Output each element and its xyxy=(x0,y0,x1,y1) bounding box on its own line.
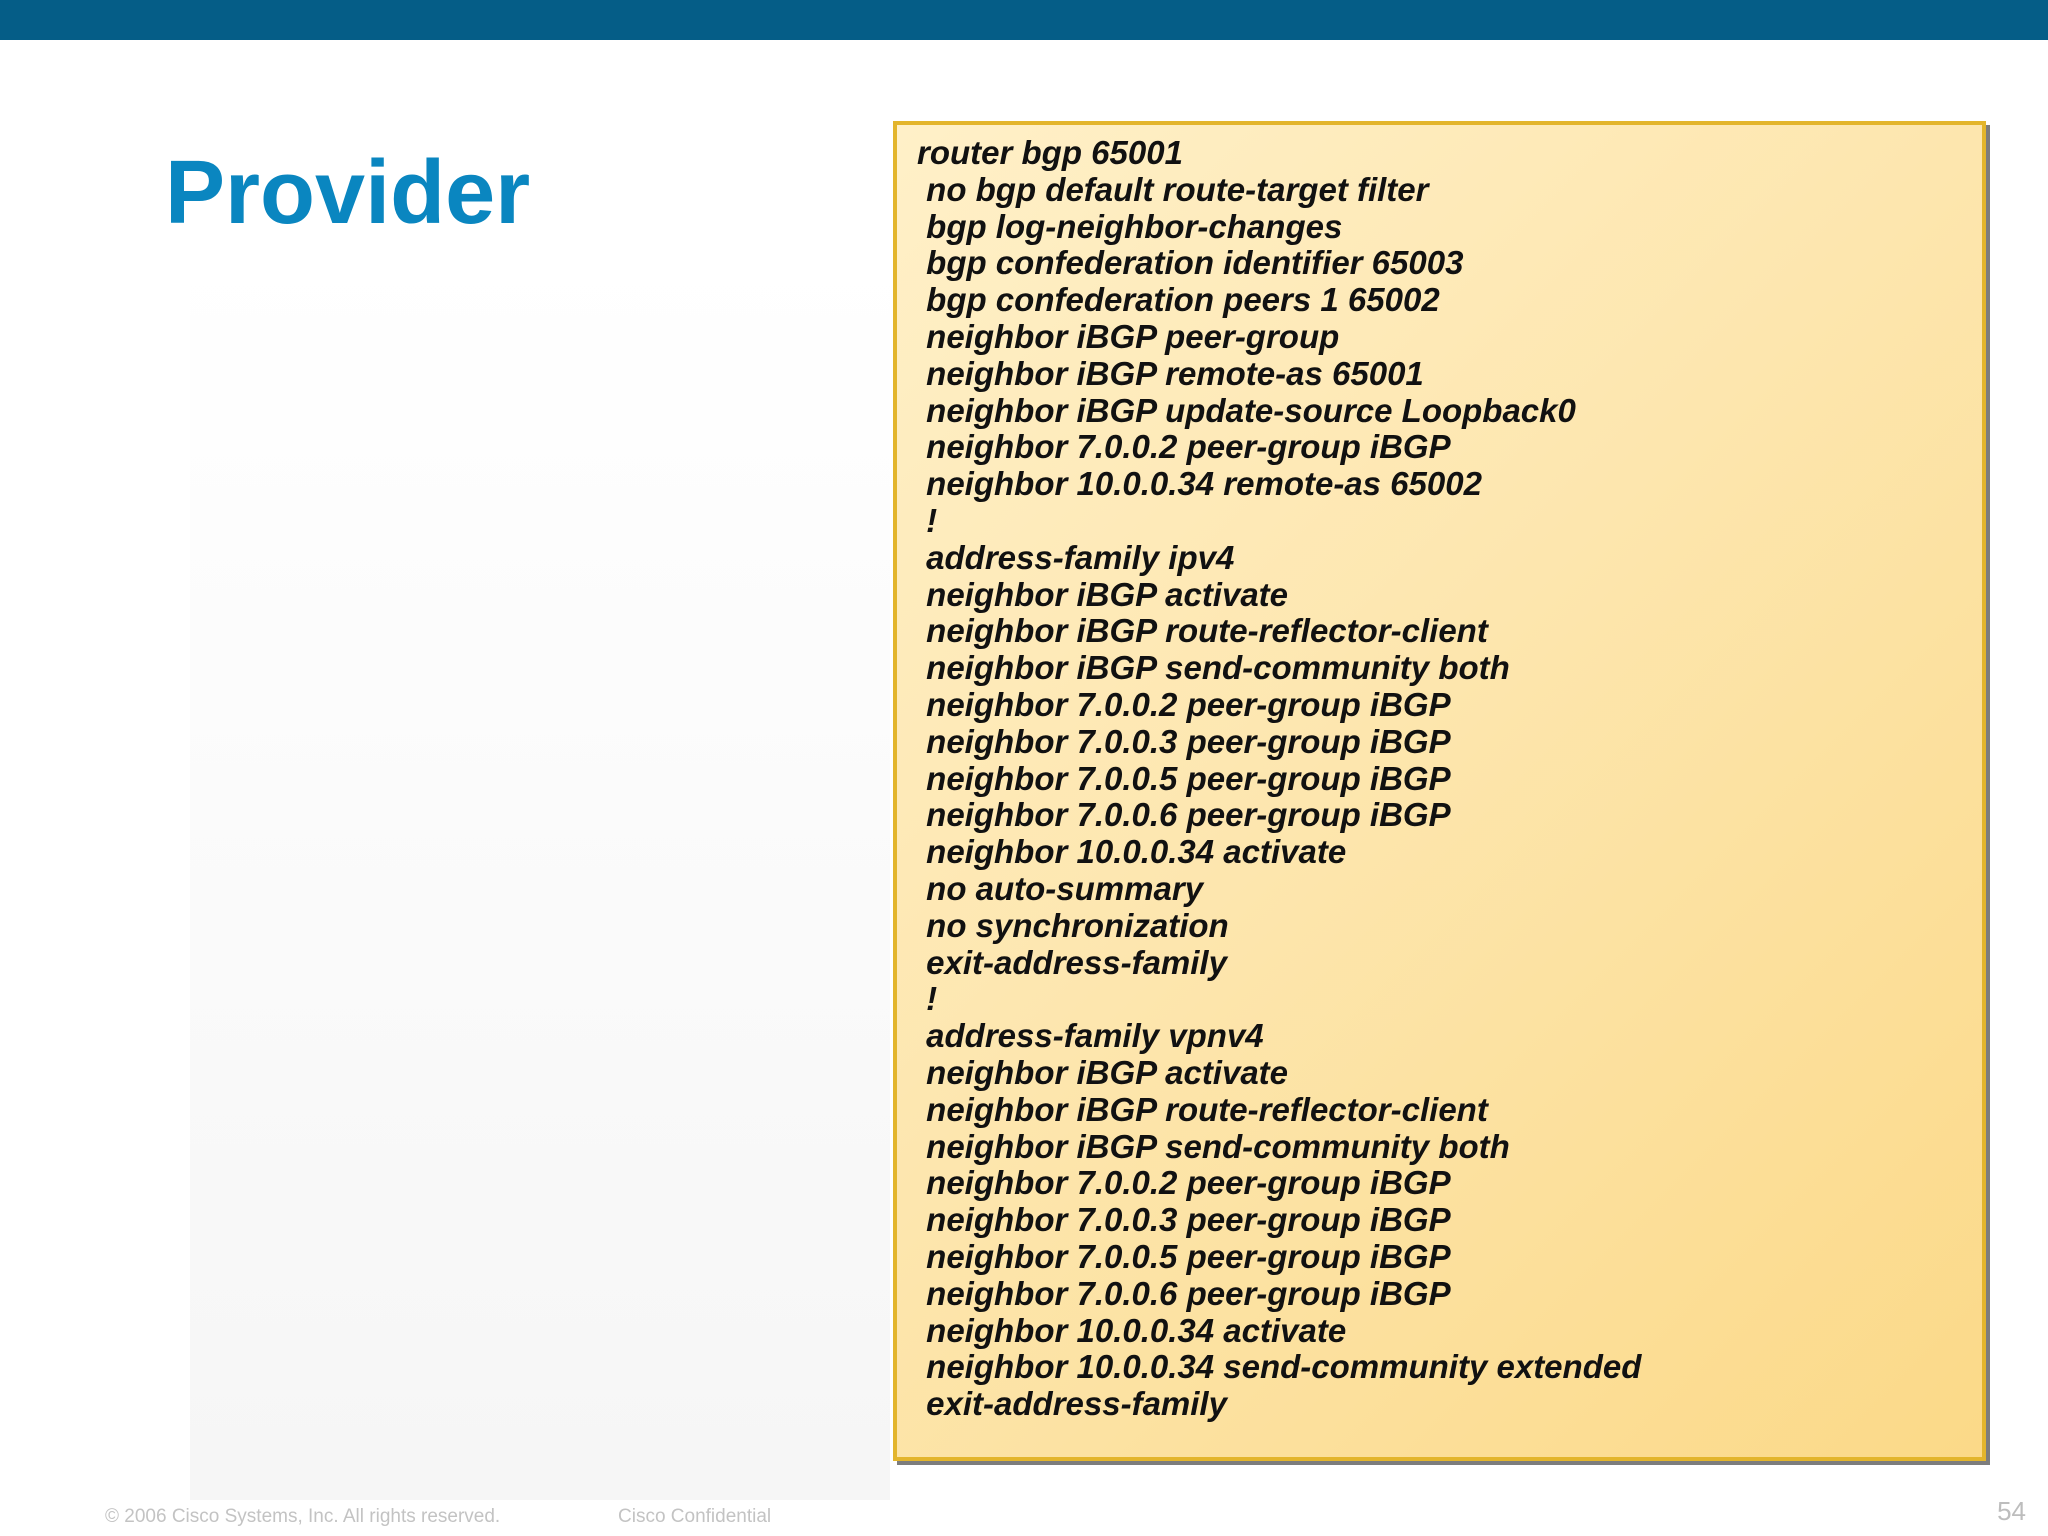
top-banner xyxy=(0,0,2048,40)
config-line: neighbor 7.0.0.2 peer-group iBGP xyxy=(917,1164,1451,1202)
config-lines xyxy=(917,135,1641,1423)
config-line: neighbor 10.0.0.34 remote-as 65002 xyxy=(917,465,1482,503)
config-line: neighbor 7.0.0.5 peer-group iBGP xyxy=(917,759,1451,797)
footer-copyright: © 2006 Cisco Systems, Inc. All rights reserved. xyxy=(105,1506,501,1527)
background-panel xyxy=(190,250,890,1500)
config-line: neighbor 10.0.0.34 send-community extended xyxy=(917,1348,1642,1386)
config-line: neighbor 7.0.0.6 peer-group iBGP xyxy=(917,796,1451,834)
slide-title: Provider xyxy=(165,143,531,243)
config-line: bgp confederation identifier 65003 xyxy=(917,244,1464,282)
config-line: neighbor iBGP peer-group xyxy=(917,317,1340,355)
page-number: 54 xyxy=(1997,1496,2026,1526)
config-line: bgp confederation peers 1 65002 xyxy=(917,281,1440,319)
config-line: neighbor iBGP update-source Loopback0 xyxy=(917,391,1576,429)
config-line: neighbor 7.0.0.3 peer-group iBGP xyxy=(917,1201,1451,1239)
config-line: neighbor iBGP send-community both xyxy=(917,1127,1510,1165)
config-line: no bgp default route-target filter xyxy=(917,170,1429,208)
config-line: neighbor iBGP send-community both xyxy=(917,649,1510,687)
config-line: neighbor iBGP activate xyxy=(917,575,1289,613)
config-line: address-family vpnv4 xyxy=(917,1017,1264,1055)
config-box xyxy=(893,121,1986,1461)
config-line: neighbor 7.0.0.2 peer-group iBGP xyxy=(917,428,1451,466)
config-line: neighbor 10.0.0.34 activate xyxy=(917,833,1347,871)
config-line: exit-address-family xyxy=(917,1385,1227,1423)
config-line: address-family ipv4 xyxy=(917,538,1235,576)
config-line: neighbor 10.0.0.34 activate xyxy=(917,1311,1347,1349)
config-line: ! xyxy=(917,501,938,539)
config-line: neighbor 7.0.0.5 peer-group iBGP xyxy=(917,1237,1451,1275)
config-line: bgp log-neighbor-changes xyxy=(917,207,1343,245)
config-line: ! xyxy=(917,980,938,1018)
config-line: neighbor 7.0.0.3 peer-group iBGP xyxy=(917,722,1451,760)
config-line: no auto-summary xyxy=(917,869,1204,907)
config-line: neighbor iBGP remote-as 65001 xyxy=(917,354,1424,392)
config-line: neighbor iBGP route-reflector-client xyxy=(917,612,1488,650)
config-line: no synchronization xyxy=(917,906,1229,944)
config-line: neighbor 7.0.0.2 peer-group iBGP xyxy=(917,685,1451,723)
config-line: neighbor iBGP route-reflector-client xyxy=(917,1090,1488,1128)
config-line: neighbor iBGP activate xyxy=(917,1053,1289,1091)
footer-confidential: Cisco Confidential xyxy=(618,1506,772,1527)
config-line: exit-address-family xyxy=(917,943,1227,981)
config-line: router bgp 65001 xyxy=(917,134,1183,171)
config-line: neighbor 7.0.0.6 peer-group iBGP xyxy=(917,1274,1451,1312)
